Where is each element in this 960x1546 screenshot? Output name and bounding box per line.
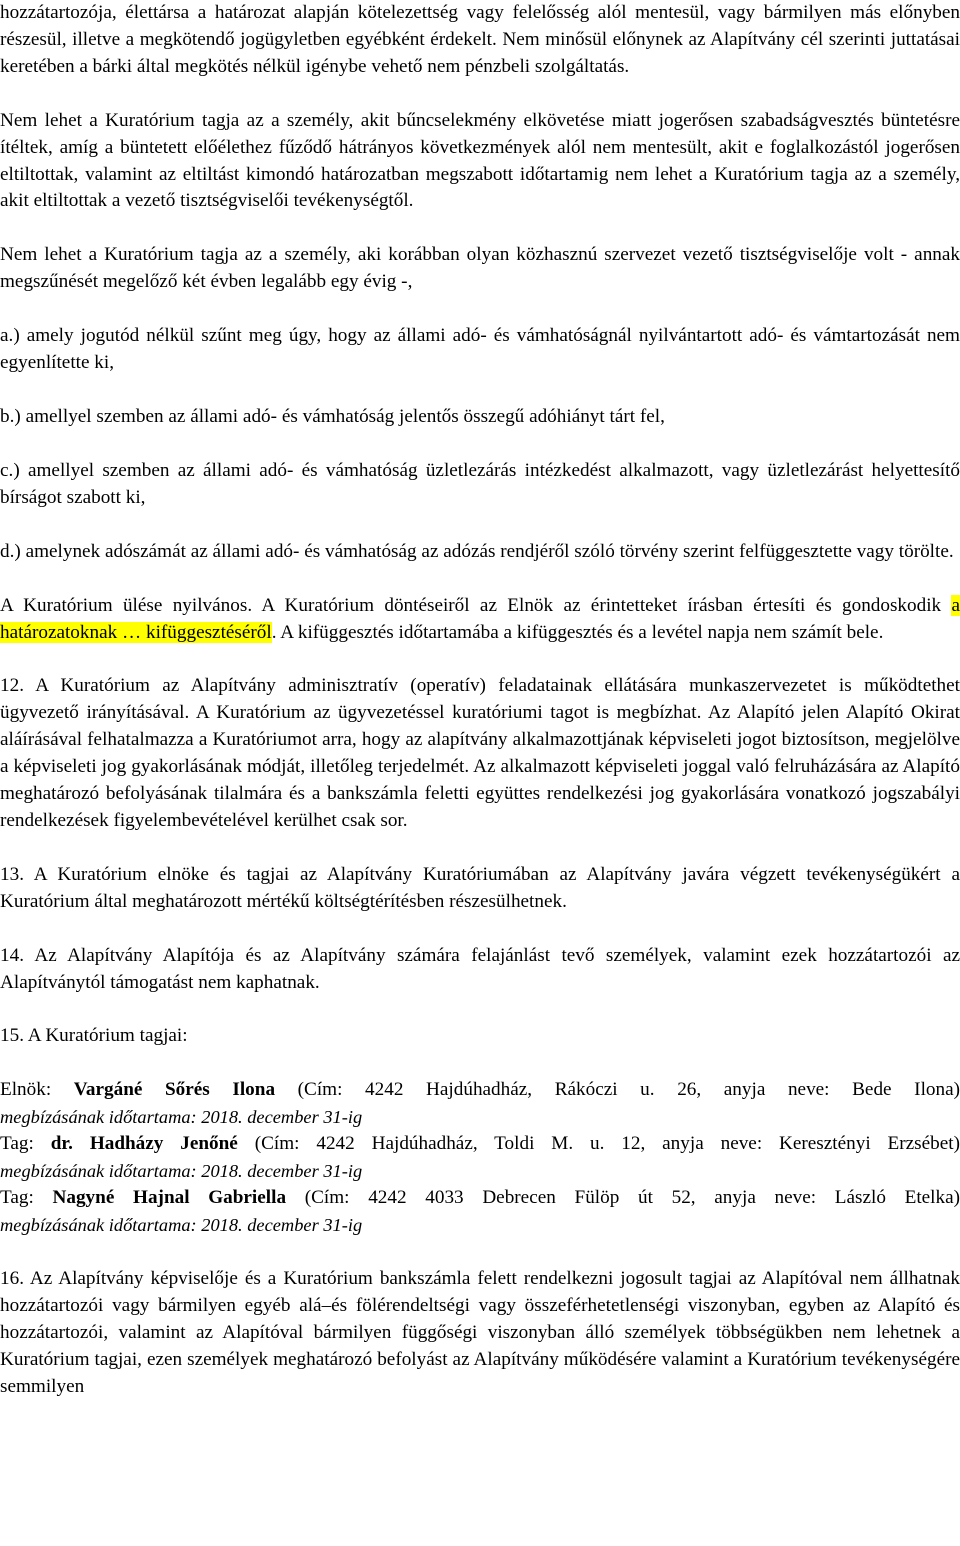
list-item-a: a.) amely jogutód nélkül szűnt meg úgy, hogy az állami adó- és vámhatóságnál nyilvántartott adó- és vámtartozását nem egyenlítette ki, <box>0 325 960 374</box>
member-mandate: megbízásának időtartama: 2018. december 31-ig <box>0 1161 363 1182</box>
member-name: Vargáné Sőrés Ilona <box>73 1079 276 1101</box>
member-details: (Cím: 4242 Hajdúhadház, Toldi M. u. 12, anyja neve: Keresztényi Erzsébet) <box>237 1133 960 1155</box>
section-16: 16. Az Alapítvány képviselője és a Kuratórium bankszámla felett rendelkezni jogosult tagjai az Alapítóval nem állhatnak hozzátartozói vagy bármilyen egyéb alá–és fölérendeltségi vagy összeférhetetlenségi viszonyban, egyben az Alapító és hozzátartozói, valamint az Alapítóval bármilyen függőségi viszonyban álló személyek többségükben nem lehetnek a Kuratórium tagjai, ezen személyek meghatározó befolyást az Alapítvány működésére valamint a Kuratórium tevékenységére semmilyen <box>0 1268 960 1397</box>
member-line <box>0 1131 960 1158</box>
member-role: Tag: <box>0 1133 51 1155</box>
section-12: 12. A Kuratórium az Alapítvány adminisztratív (operatív) feladatainak ellátására munkaszervezetet is működtethet ügyvezető irányításával. A Kuratórium az ügyvezetéssel kuratóriumi tagot is megbízhat. Az Alapító jelen Alapító Okirat aláírásával felhatalmazza a Kuratóriumot arra, hogy az alapítvány alkalmazottjának képviseleti jogot biztosítson, megjelölve a képviseleti jog gyakorlásának módját, illetőleg terjedelmét. Az alkalmazott képviseleti joggal való felruházására az Alapító meghatározó befolyásának tilalmára és a bankszámla feletti együttes rendelkezési jog gyakorlására vonatkozó jogszabályi rendelkezések figyelembevételével kerülhet csak sor. <box>0 675 960 831</box>
member-mandate: megbízásának időtartama: 2018. december 31-ig <box>0 1215 363 1236</box>
board-members-list <box>0 1077 960 1239</box>
member-line <box>0 1185 960 1212</box>
member-name: Hadházy Jenőné <box>89 1133 238 1155</box>
public-meetings-text-start: A Kuratórium ülése nyilvános. A Kuratórium döntéseiről az Elnök az érintetteket írásban értesíti és gondoskodik <box>0 594 952 616</box>
section-15-heading: 15. A Kuratórium tagjai: <box>0 1025 188 1047</box>
paragraph-conflict-of-interest-end: hozzátartozója, élettársa a határozat alapján kötelezettség vagy felelősség alól mentesül, vagy bármilyen más előnyben részesül, illetve a megkötendő jogügyletben egyébként érdekelt. Nem minősül előnynek az Alapítvány cél szerinti juttatásai keretében a bárki által megkötés nélkül igénybe vehető nem pénzbeli szolgáltatás. <box>0 2 960 77</box>
public-meetings-text-end: . A kifüggesztés időtartamába a kifüggesztés és a levétel napja nem számít bele. <box>271 621 884 643</box>
member-line <box>0 1077 960 1104</box>
member-name: Nagyné Hajnal Gabriella <box>52 1187 287 1209</box>
paragraph-former-executive-disqualification: Nem lehet a Kuratórium tagja az a személy, aki korábban olyan közhasznú szervezet vezető tisztségviselője volt - annak megszűnését megelőző két évben legalább egy évig -, <box>0 244 960 293</box>
member-mandate: megbízásának időtartama: 2018. december 31-ig <box>0 1107 363 1128</box>
list-item-d: d.) amelynek adószámát az állami adó- és vámhatóság az adózás rendjéről szóló törvény szerint felfüggesztette vagy törölte. <box>0 540 954 562</box>
board-member <box>0 1131 960 1185</box>
member-details: (Cím: 4242 4033 Debrecen Fülöp út 52, anyja neve: László Etelka) <box>286 1187 960 1209</box>
member-title: dr. <box>50 1133 90 1155</box>
member-role: Tag: <box>0 1187 53 1209</box>
section-14: 14. Az Alapítvány Alapítója és az Alapítvány számára felajánlást tevő személyek, valamint ezek hozzátartozói az Alapítványtól támogatást nem kaphatnak. <box>0 944 960 993</box>
member-details: (Cím: 4242 Hajdúhadház, Rákóczi u. 26, anyja neve: Bede Ilona) <box>275 1079 960 1101</box>
member-role: Elnök: <box>0 1079 74 1101</box>
paragraph-public-meetings <box>0 593 960 647</box>
board-member <box>0 1077 960 1131</box>
section-13: 13. A Kuratórium elnöke és tagjai az Alapítvány Kuratóriumában az Alapítvány javára végzett tevékenységükért a Kuratórium által meghatározott mértékű költségtérítésben részesülhetnek. <box>0 863 960 912</box>
list-item-c: c.) amellyel szemben az állami adó- és vámhatóság üzletlezárás intézkedést alkalmazott, vagy üzletlezárást helyettesítő bírságot szabott ki, <box>0 459 960 508</box>
board-member <box>0 1185 960 1239</box>
list-item-b: b.) amellyel szemben az állami adó- és vámhatóság jelentős összegű adóhiányt tárt fel, <box>0 405 665 427</box>
highlighted-text: a határozatoknak … kifüggesztéséről <box>0 594 960 643</box>
paragraph-criminal-disqualification: Nem lehet a Kuratórium tagja az a személy, akit bűncselekmény elkövetése miatt jogerősen szabadságvesztés büntetésre ítéltek, amíg a büntetett előélethez fűződő hátrányos következmények alól nem mentesült, akit e foglalkozástól jogerősen eltiltottak, valamint az eltiltást kimondó határozatban megszabott időtartamig nem lehet a Kuratórium tagja az a személy, akit eltiltottak a vezető tisztségviselői tevékenységtől. <box>0 109 960 212</box>
